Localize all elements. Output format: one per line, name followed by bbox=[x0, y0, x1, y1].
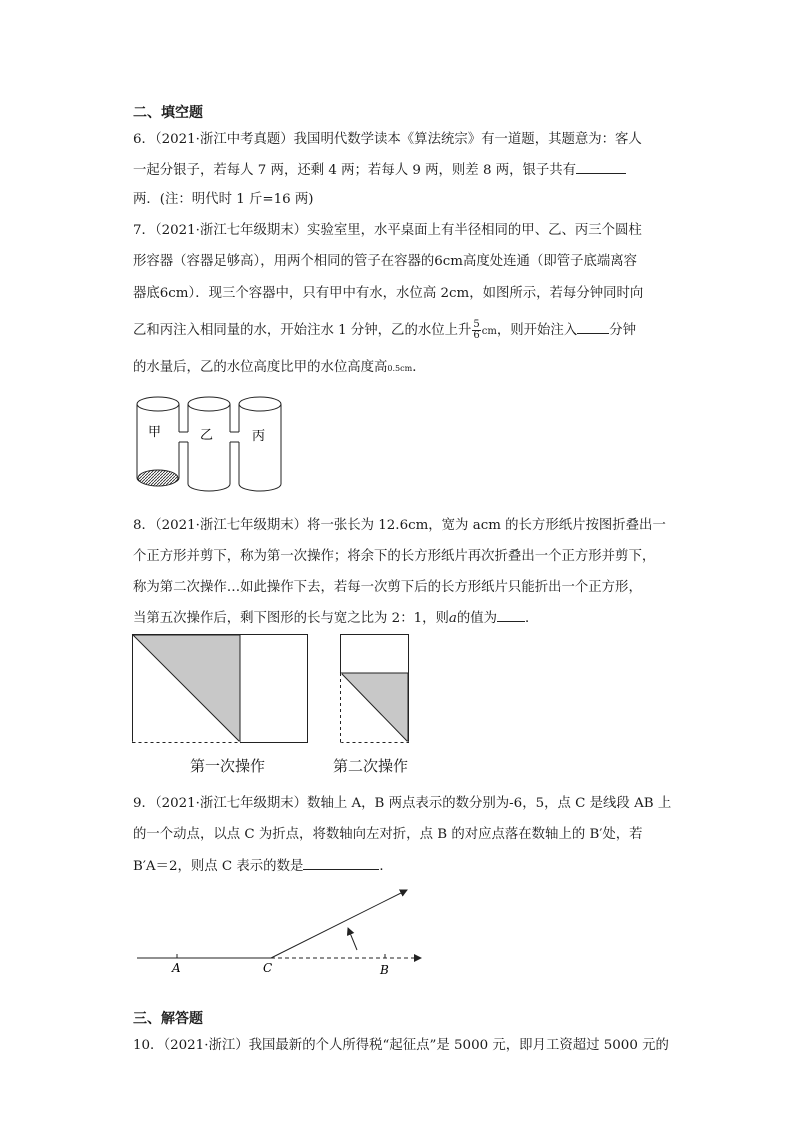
label-yi: 乙 bbox=[200, 428, 214, 443]
q7-cylinders-figure bbox=[130, 392, 290, 496]
q6-answer-blank[interactable] bbox=[576, 161, 626, 174]
q9-answer-blank[interactable] bbox=[303, 857, 379, 870]
q9-line-1: 9．（2021·浙江七年级期末）数轴上 A，B 两点表示的数分别为-6，5，点 C 是线段 AB 上 bbox=[133, 796, 672, 811]
folded-ray bbox=[271, 890, 407, 958]
point-a-label: A bbox=[172, 961, 181, 975]
q8-line-3: 称为第二次操作…如此操作下去，若每一次剪下后的长方形纸片只能折出一个正方形， bbox=[133, 580, 642, 595]
q8-line-2: 个正方形并剪下，称为第一次操作；将余下的长方形纸片再次折叠出一个正方形并剪下， bbox=[133, 549, 656, 564]
fraction-five-sixths: $\frac{5}{6}$ bbox=[473, 319, 480, 341]
q7-line-5: 的水量后，乙的水位高度比甲的水位高度高0.5cm． bbox=[133, 360, 426, 375]
point-b-label: B bbox=[380, 963, 389, 977]
q10-line-1: 10．（2021·浙江）我国最新的个人所得税“起征点”是 5000 元，即月工资超过 5000 元的 bbox=[133, 1038, 669, 1053]
q6-line-1: 6．（2021·浙江中考真题）我国明代数学读本《算法统宗》有一道题，其题意为：客人 bbox=[133, 132, 642, 147]
section-heading-fill-blank: 二、填空题 bbox=[133, 105, 203, 121]
point-c-label: C bbox=[263, 961, 273, 975]
folded-triangle-2 bbox=[341, 673, 408, 742]
caption-first-operation: 第一次操作 bbox=[190, 757, 266, 775]
q8-answer-blank[interactable] bbox=[497, 609, 525, 622]
q6-line-2: 一起分银子，若每人 7 两，还剩 4 两；若每人 9 两，则差 8 两，银子共有 bbox=[133, 161, 626, 180]
label-jia: 甲 bbox=[148, 425, 162, 440]
label-bing: 丙 bbox=[252, 429, 266, 444]
q9-line-3: B′A＝2，则点 C 表示的数是 ． bbox=[133, 859, 393, 874]
water-in-jia bbox=[138, 470, 178, 486]
folded-triangle bbox=[133, 635, 240, 742]
pipe-yi-bing bbox=[229, 432, 240, 442]
first-operation-figure bbox=[132, 634, 308, 744]
q8-line-4: 当第五次操作后，剩下图形的长与宽之比为 2：1，则a的值为 ． bbox=[133, 611, 539, 626]
q7-line-2: 形容器（容器足够高），用两个相同的管子在容器的6cm高度处连通（即管子底端离容 bbox=[133, 254, 638, 269]
cylinder-bing bbox=[239, 397, 281, 491]
q7-line-3: 器底6cm）．现三个容器中，只有甲中有水，水位高 2cm，如图所示，若每分钟同时向 bbox=[133, 286, 644, 301]
cylinder-jia bbox=[137, 397, 179, 486]
q7-line-1: 7．（2021·浙江七年级期末）实验室里，水平桌面上有半径相同的甲、乙、丙三个圆柱 bbox=[133, 223, 642, 238]
pipe-jia-yi bbox=[178, 422, 189, 452]
q9-line-2: 的一个动点，以点 C 为折点，将数轴向左对折，点 B 的对应点落在数轴上的 B′处，若 bbox=[133, 827, 643, 842]
section-heading-solve: 三、解答题 bbox=[133, 1011, 203, 1027]
second-operation-figure bbox=[340, 634, 410, 744]
q7-line-4: 乙和丙注入相同量的水，开始注水 1 分钟，乙的水位上升 $\frac{5}{6}$ cm，则开始注入 分钟 bbox=[133, 319, 636, 341]
q9-number-line-figure bbox=[135, 888, 435, 980]
fold-arrow bbox=[348, 928, 357, 950]
q6-line-3: 两．(注：明代时 1 斤=16 两) bbox=[133, 192, 314, 207]
caption-second-operation: 第二次操作 bbox=[333, 757, 409, 775]
cylinder-yi bbox=[188, 397, 230, 491]
q7-answer-blank[interactable] bbox=[577, 321, 609, 334]
q8-line-1: 8．（2021·浙江七年级期末）将一张长为 12.6cm，宽为 acm 的长方形纸片按图折叠出一 bbox=[133, 518, 666, 533]
